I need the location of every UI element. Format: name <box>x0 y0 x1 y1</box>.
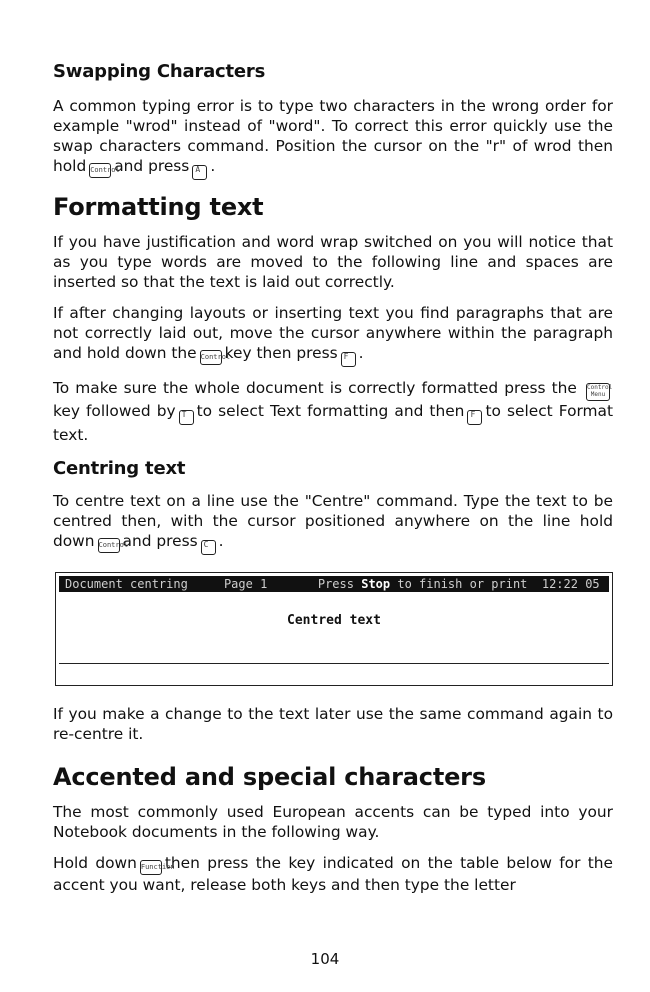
t-key-icon: T <box>179 410 194 425</box>
formatting-p3-text-b: key followed by <box>53 402 176 420</box>
status-bar <box>59 576 609 592</box>
centring-text-a: To centre text on a line use the "Centre" command. Type the text to be centred then, with the cursor positioned anywhere on the line hold down <box>53 492 613 550</box>
f-key-icon: F <box>341 352 356 367</box>
c-key-icon: C <box>201 540 216 555</box>
a-key-icon: A <box>192 165 207 180</box>
recentre-paragraph: If you make a change to the text later use the same command again to re-centre it. <box>53 705 613 743</box>
heading-centring-text: Centring text <box>53 458 186 479</box>
accented-p2-text-b: then press the key indicated on the table below for the accent you want, release both keys and then type the letter <box>53 854 613 894</box>
control-key-icon: Control <box>98 538 120 553</box>
swapping-paragraph <box>53 96 613 180</box>
heading-formatting-text: Formatting text <box>53 193 264 221</box>
formatting-p2-text-a: If after changing layouts or inserting text you find paragraphs that are not correctly laid out, move the cursor anywhere within the paragraph and hold down the <box>53 304 613 362</box>
heading-accented-characters: Accented and special characters <box>53 763 486 791</box>
screen-illustration <box>55 572 613 686</box>
formatting-p3-text-a: To make sure the whole document is correctly formatted press the <box>53 379 577 397</box>
swapping-text-1: A common typing error is to type two characters in the wrong order for example "wrod" instead of "word". To correct this error quickly use the swap characters command. Position the cursor on the "r" of wrod then hold <box>53 97 613 175</box>
centring-text-b: and press <box>122 532 198 550</box>
f-key-icon: F <box>467 410 482 425</box>
status-text-post: to finish or print 12:22 05 <box>390 577 600 591</box>
function-key-icon: Function <box>140 860 162 875</box>
formatting-p3-text-d: to select Format text. <box>53 402 614 444</box>
screen-ruler-line <box>59 663 609 664</box>
page-number: 104 <box>310 950 340 968</box>
formatting-paragraph-1: If you have justification and word wrap switched on you will notice that as you type words are moved to the following line and spaces are inserted so that the text is laid out correctly. <box>53 233 613 291</box>
formatting-paragraph-2 <box>53 303 613 367</box>
heading-swapping-characters: Swapping Characters <box>53 61 266 82</box>
formatting-p2-text-b: key then press <box>224 344 338 362</box>
accented-p2-text-a: Hold down <box>53 854 137 872</box>
page-content-lower <box>53 704 613 895</box>
menu-key-icon: Control Menu <box>586 383 610 401</box>
accented-paragraph-2 <box>53 853 613 895</box>
centring-paragraph <box>53 491 613 555</box>
status-text-pre: Document centring Page 1 Press <box>65 577 362 591</box>
formatting-paragraph-3 <box>53 378 613 445</box>
formatting-p2-text-c: . <box>358 344 364 362</box>
swapping-text-2: and press <box>114 157 190 175</box>
centred-text-sample: Centred text <box>287 613 381 628</box>
centring-text-c: . <box>218 532 224 550</box>
control-key-icon: Control <box>89 163 111 178</box>
control-key-icon: Control <box>200 350 222 365</box>
accented-paragraph-1: The most commonly used European accents can be typed into your Notebook documents in the following way. <box>53 803 613 841</box>
status-stop-word: Stop <box>361 577 391 591</box>
swapping-text-3: . <box>210 157 216 175</box>
formatting-p3-text-c: to select Text formatting and then <box>196 402 465 420</box>
page-content <box>53 60 613 555</box>
